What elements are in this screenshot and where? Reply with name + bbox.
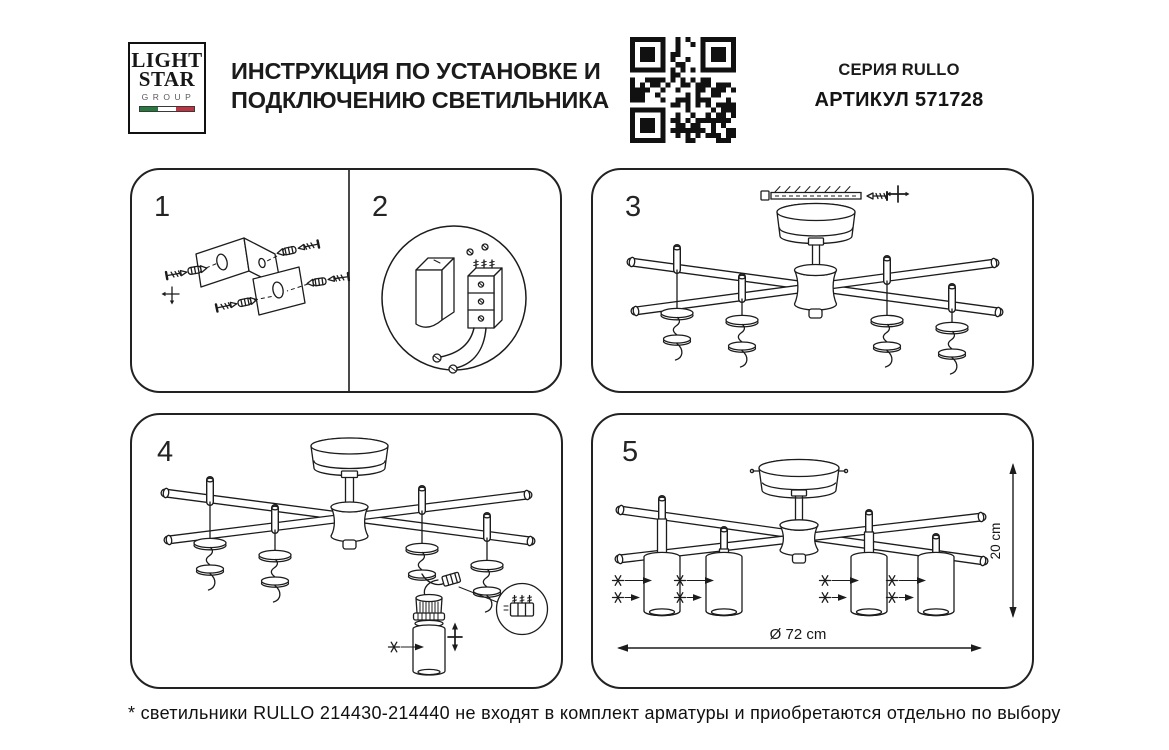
ceiling-mount-bar xyxy=(761,187,861,201)
logo-word-light: LIGHT xyxy=(131,48,203,72)
flag-white-segment xyxy=(158,107,176,111)
mounting-bracket-drawing xyxy=(162,238,349,315)
socket-wire xyxy=(424,580,438,596)
wall-anchor-icon xyxy=(307,278,327,287)
phillips-screw-icon xyxy=(162,287,180,305)
step-number-3: 3 xyxy=(625,191,642,223)
adjust-direction-icon xyxy=(448,623,462,652)
title-line-1: ИНСТРУКЦИЯ ПО УСТАНОВКЕ И xyxy=(231,58,601,84)
step-number-2: 2 xyxy=(372,191,389,223)
qr-code-pattern xyxy=(630,37,736,143)
stem-collar xyxy=(809,238,824,245)
italian-flag-stripe xyxy=(139,106,195,112)
fixture-assembly-drawing xyxy=(132,415,561,687)
central-hub xyxy=(780,520,818,563)
page-title xyxy=(231,57,631,115)
asterisk-mark xyxy=(389,642,400,652)
step-number-1: 1 xyxy=(154,191,171,223)
lamp-unit xyxy=(413,595,445,676)
panel-steps-1-2 xyxy=(130,168,562,393)
wall-anchor-icon xyxy=(277,246,297,257)
height-dimension xyxy=(988,463,1017,618)
stem-collar xyxy=(342,471,358,478)
panel-step-5 xyxy=(591,413,1034,689)
product-info xyxy=(795,61,1003,112)
screw-icon xyxy=(328,273,349,283)
logo-word-star: STAR xyxy=(138,67,196,91)
wall-anchor-icon xyxy=(237,296,257,307)
lightstar-logo xyxy=(128,42,206,134)
flag-green-segment xyxy=(140,107,158,111)
screw-icon xyxy=(867,192,887,200)
terminal-inset xyxy=(497,584,548,635)
title-line-2: ПОДКЛЮЧЕНИЮ СВЕТИЛЬНИКА xyxy=(231,87,609,113)
screw-icon xyxy=(216,300,238,311)
wiring-inset-drawing xyxy=(382,226,526,373)
tighten-direction-icon xyxy=(887,186,910,202)
footnote: * светильники RULLO 214430-214440 не входят в комплект арматуры и приобретаются отдельно по выбору xyxy=(128,703,1061,723)
fixture-frame-drawing xyxy=(593,170,1032,391)
dimension-diameter-label: Ø 72 cm xyxy=(769,626,827,643)
panel-step-4 xyxy=(130,413,563,689)
ceiling-canopy xyxy=(311,438,388,476)
steps-1-2-drawing xyxy=(132,170,560,391)
stem-collar xyxy=(792,490,807,496)
screw-icon xyxy=(166,269,187,280)
qr-code xyxy=(630,37,736,143)
diameter-dimension xyxy=(617,626,982,652)
stem xyxy=(796,496,803,522)
article-number: АРТИКУЛ 571728 xyxy=(814,89,984,111)
logo-word-group: GROUP xyxy=(141,92,196,102)
central-hub xyxy=(331,502,368,549)
step-number-4: 4 xyxy=(157,436,174,468)
screw-icon xyxy=(297,241,319,252)
step-number-5: 5 xyxy=(622,436,639,468)
stem xyxy=(346,478,354,506)
panel-step-3 xyxy=(591,168,1034,393)
fixture-dimensions-drawing xyxy=(593,415,1032,687)
dimension-height-label: 20 cm xyxy=(988,522,1003,560)
central-hub xyxy=(795,265,837,319)
flag-red-segment xyxy=(176,107,194,111)
plug-connector xyxy=(442,572,461,586)
series-label: СЕРИЯ RULLO xyxy=(838,61,960,79)
